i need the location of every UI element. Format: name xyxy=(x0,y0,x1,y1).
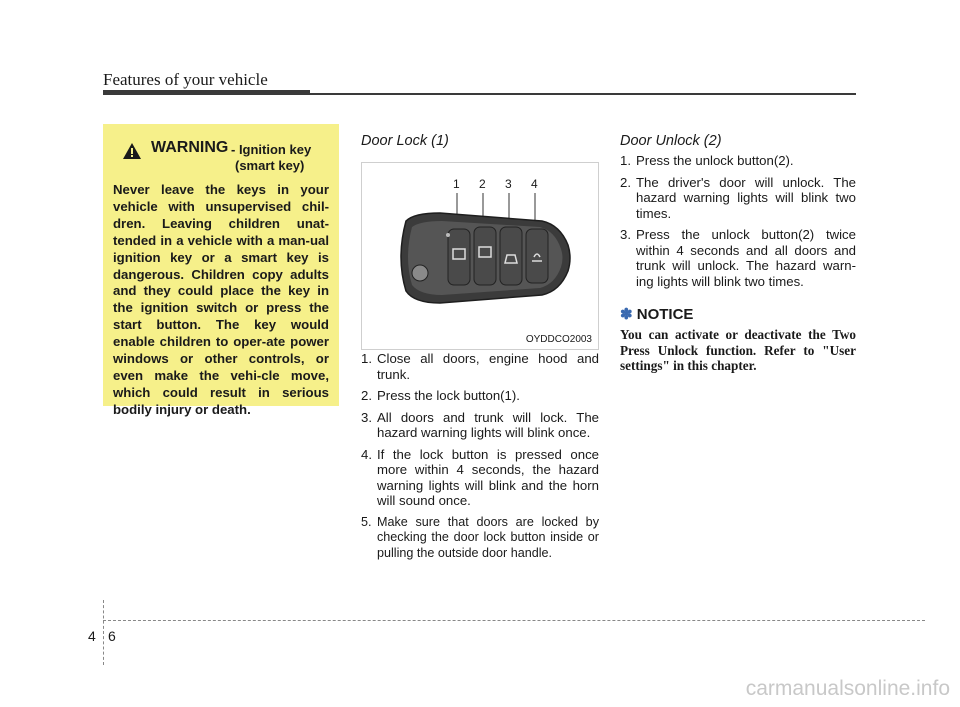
step-text: Press the unlock button(2). xyxy=(636,153,794,168)
warning-subtitle-line2: (smart key) xyxy=(235,158,305,173)
step-number: 4. xyxy=(361,446,372,462)
header-rule-thin xyxy=(310,93,856,95)
list-item xyxy=(620,153,856,169)
step-number: 3. xyxy=(361,409,372,425)
door-unlock-steps xyxy=(620,153,856,295)
warning-body: Never leave the keys in your vehicle with unsupervised chil-dren. Leaving children unat-tended in a vehicle with a man-ual ignition key or a smart key is dangerous. Children copy adults and they could place the key in the ignition switch or press the start button. The key would enable children to oper-ate power windows or other controls, or even make the vehi-cle move, which could result in serious bodily injury or death. xyxy=(113,182,329,417)
door-lock-steps xyxy=(361,351,599,567)
page-number: 6 xyxy=(108,628,116,644)
step-number: 2. xyxy=(620,174,631,190)
figure-callout: 1 xyxy=(453,177,460,191)
notice-title: NOTICE xyxy=(636,306,694,323)
door-unlock-title: Door Unlock (2) xyxy=(620,133,722,149)
list-item xyxy=(361,351,599,382)
list-item xyxy=(361,447,599,509)
figure-callout: 2 xyxy=(479,177,486,191)
figure-caption: OYDDCO2003 xyxy=(525,334,592,345)
warning-title: WARNING xyxy=(151,139,229,156)
step-text: Press the lock button(1). xyxy=(377,388,520,403)
warning-box xyxy=(103,124,339,417)
warning-header xyxy=(113,139,333,182)
list-item xyxy=(620,227,856,289)
notice-star-icon: ✽ xyxy=(620,306,633,323)
step-number: 1. xyxy=(361,351,372,366)
list-item xyxy=(361,388,599,404)
step-number: 1. xyxy=(620,153,631,168)
figure-callout: 3 xyxy=(505,177,512,191)
page-header-title: Features of your vehicle xyxy=(103,70,268,89)
list-item xyxy=(620,175,856,222)
header-rule-thick xyxy=(103,90,310,95)
page-chapter-number: 4 xyxy=(88,628,96,644)
step-text: The driver's door will unlock. The hazard warning lights will blink two times. xyxy=(636,174,856,221)
list-item xyxy=(361,515,599,562)
step-number: 5. xyxy=(361,514,372,529)
step-text: Make sure that doors are locked by checking the door lock button inside or pulling the outside door handle. xyxy=(377,514,599,560)
step-text: Close all doors, engine hood and trunk. xyxy=(377,351,599,382)
list-item xyxy=(361,410,599,441)
door-lock-title: Door Lock (1) xyxy=(361,133,449,149)
step-number: 3. xyxy=(620,227,631,242)
notice-heading xyxy=(620,305,693,323)
warning-triangle-icon xyxy=(123,143,141,159)
figure-callout: 4 xyxy=(531,177,538,191)
watermark: carmanualsonline.info xyxy=(745,677,950,700)
notice-body: You can activate or deactivate the Two Press Unlock function. Refer to "User settings" in this chapter. xyxy=(620,327,856,373)
step-text: All doors and trunk will lock. The hazard warning lights will blink once. xyxy=(377,409,599,440)
warning-subtitle-line1: - Ignition key xyxy=(231,142,312,157)
footer-vertical-rule xyxy=(103,600,104,665)
step-number: 2. xyxy=(361,388,372,403)
smart-key-illustration xyxy=(362,163,598,349)
step-text: If the lock button is pressed once more within 4 seconds, the hazard warning lights will blink and the horn will sound once. xyxy=(377,446,599,508)
footer-rule xyxy=(103,620,925,621)
smart-key-figure xyxy=(361,162,599,350)
step-text: Press the unlock button(2) twice within 4 seconds and all doors and trunk will unlock. The hazard warn-ing lights will blink two times. xyxy=(636,227,856,289)
